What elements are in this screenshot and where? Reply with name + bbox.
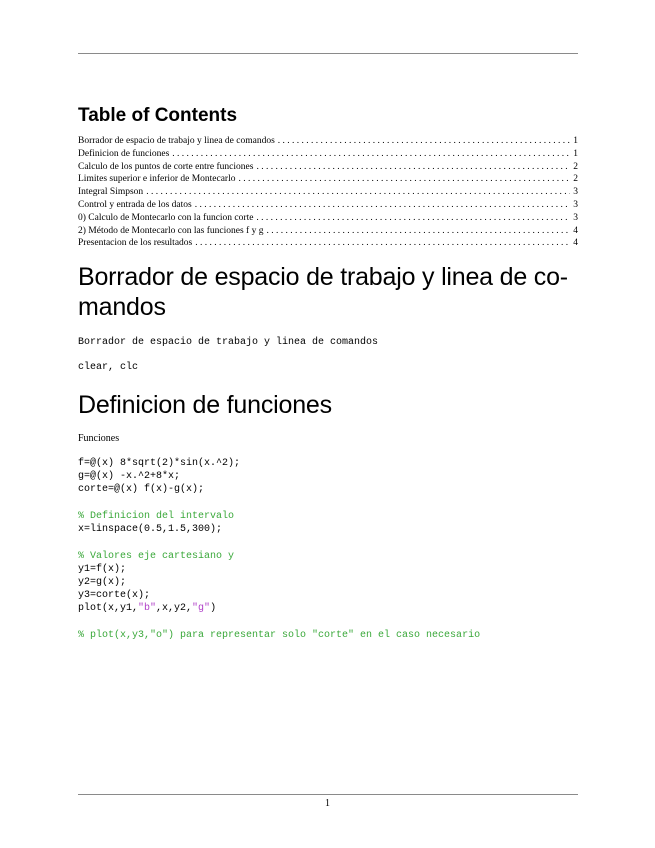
toc-entry-text: 0) Calculo de Montecarlo con la funcion corte: [78, 212, 254, 223]
toc-entry-page: 3: [573, 199, 578, 210]
toc-entry[interactable]: [78, 148, 578, 161]
code-string-g: "g": [192, 603, 211, 615]
code-plot-suffix: ): [210, 603, 217, 615]
paragraph-funciones: Funciones: [78, 433, 120, 445]
toc-entry-text: Definicion de funciones: [78, 148, 170, 159]
toc-entry[interactable]: [78, 225, 578, 238]
toc-leader: [256, 212, 570, 225]
toc-leader: [195, 237, 570, 250]
toc-entry[interactable]: [78, 212, 578, 225]
page-number: 1: [325, 798, 330, 809]
toc-entry-page: 4: [573, 238, 578, 249]
toc-entry[interactable]: [78, 237, 578, 250]
section-heading-definicion: Definicion de funciones: [78, 391, 332, 420]
section-comment-text: Borrador de espacio de trabajo y linea de comandos: [78, 337, 379, 349]
toc-entry-text: Integral Simpson: [78, 187, 144, 198]
code-block-functions: f=@(x) 8*sqrt(2)*sin(x.^2); g=@(x) -x.^2+8*x; corte=@(x) f(x)-g(x);: [78, 458, 241, 496]
toc-entry-text: Control y entrada de los datos: [78, 199, 192, 210]
toc-title: Table of Contents: [78, 105, 238, 126]
footer-rule: [78, 794, 578, 795]
toc-entry-page: 1: [573, 136, 578, 146]
code-plot-prefix: plot(x,y1,: [78, 603, 139, 615]
toc-leader: [239, 173, 571, 186]
toc-entry-page: 2: [573, 174, 578, 185]
table-of-contents: [78, 135, 578, 250]
code-comment-plot: % plot(x,y3,"o") para representar solo "corte" en el caso necesario: [78, 630, 481, 642]
toc-entry[interactable]: [78, 173, 578, 186]
toc-entry[interactable]: [78, 199, 578, 212]
toc-entry[interactable]: [78, 161, 578, 174]
code-linspace: x=linspace(0.5,1.5,300);: [78, 524, 223, 536]
section-heading-borrador: Borrador de espacio de trabajo y linea de co- mandos: [78, 263, 568, 322]
toc-entry-text: Limites superior e inferior de Montecarlo: [78, 174, 236, 185]
toc-entry[interactable]: [78, 186, 578, 199]
toc-entry-text: Borrador de espacio de trabajo y linea de comandos: [78, 136, 275, 146]
toc-entry-page: 3: [573, 187, 578, 198]
header-rule: [78, 53, 578, 54]
toc-leader: [256, 161, 570, 174]
toc-entry-page: 4: [573, 225, 578, 236]
code-plot-middle: ,x,y2,: [156, 603, 193, 615]
toc-entry-text: 2) Método de Montecarlo con las funciones f y g: [78, 225, 264, 236]
code-string-b: "b": [138, 603, 157, 615]
toc-entry-page: 1: [573, 148, 578, 159]
toc-leader: [266, 225, 570, 238]
toc-leader: [172, 148, 570, 161]
code-comment-axes: % Valores eje cartesiano y: [78, 551, 235, 563]
toc-leader: [146, 186, 570, 199]
toc-entry-text: Presentacion de los resultados: [78, 238, 193, 249]
code-comment-interval: % Definicion del intervalo: [78, 511, 235, 523]
toc-entry-text: Calculo de los puntos de corte entre funciones: [78, 161, 254, 172]
toc-leader: [278, 135, 570, 148]
toc-entry-page: 3: [573, 212, 578, 223]
toc-entry[interactable]: [78, 135, 578, 148]
code-block-clear: clear, clc: [78, 362, 139, 374]
page-content: [78, 104, 578, 642]
toc-leader: [195, 199, 571, 212]
code-block-values: y1=f(x); y2=g(x); y3=corte(x);: [78, 564, 151, 602]
toc-entry-page: 2: [573, 161, 578, 172]
code-plot-line: [78, 602, 578, 615]
